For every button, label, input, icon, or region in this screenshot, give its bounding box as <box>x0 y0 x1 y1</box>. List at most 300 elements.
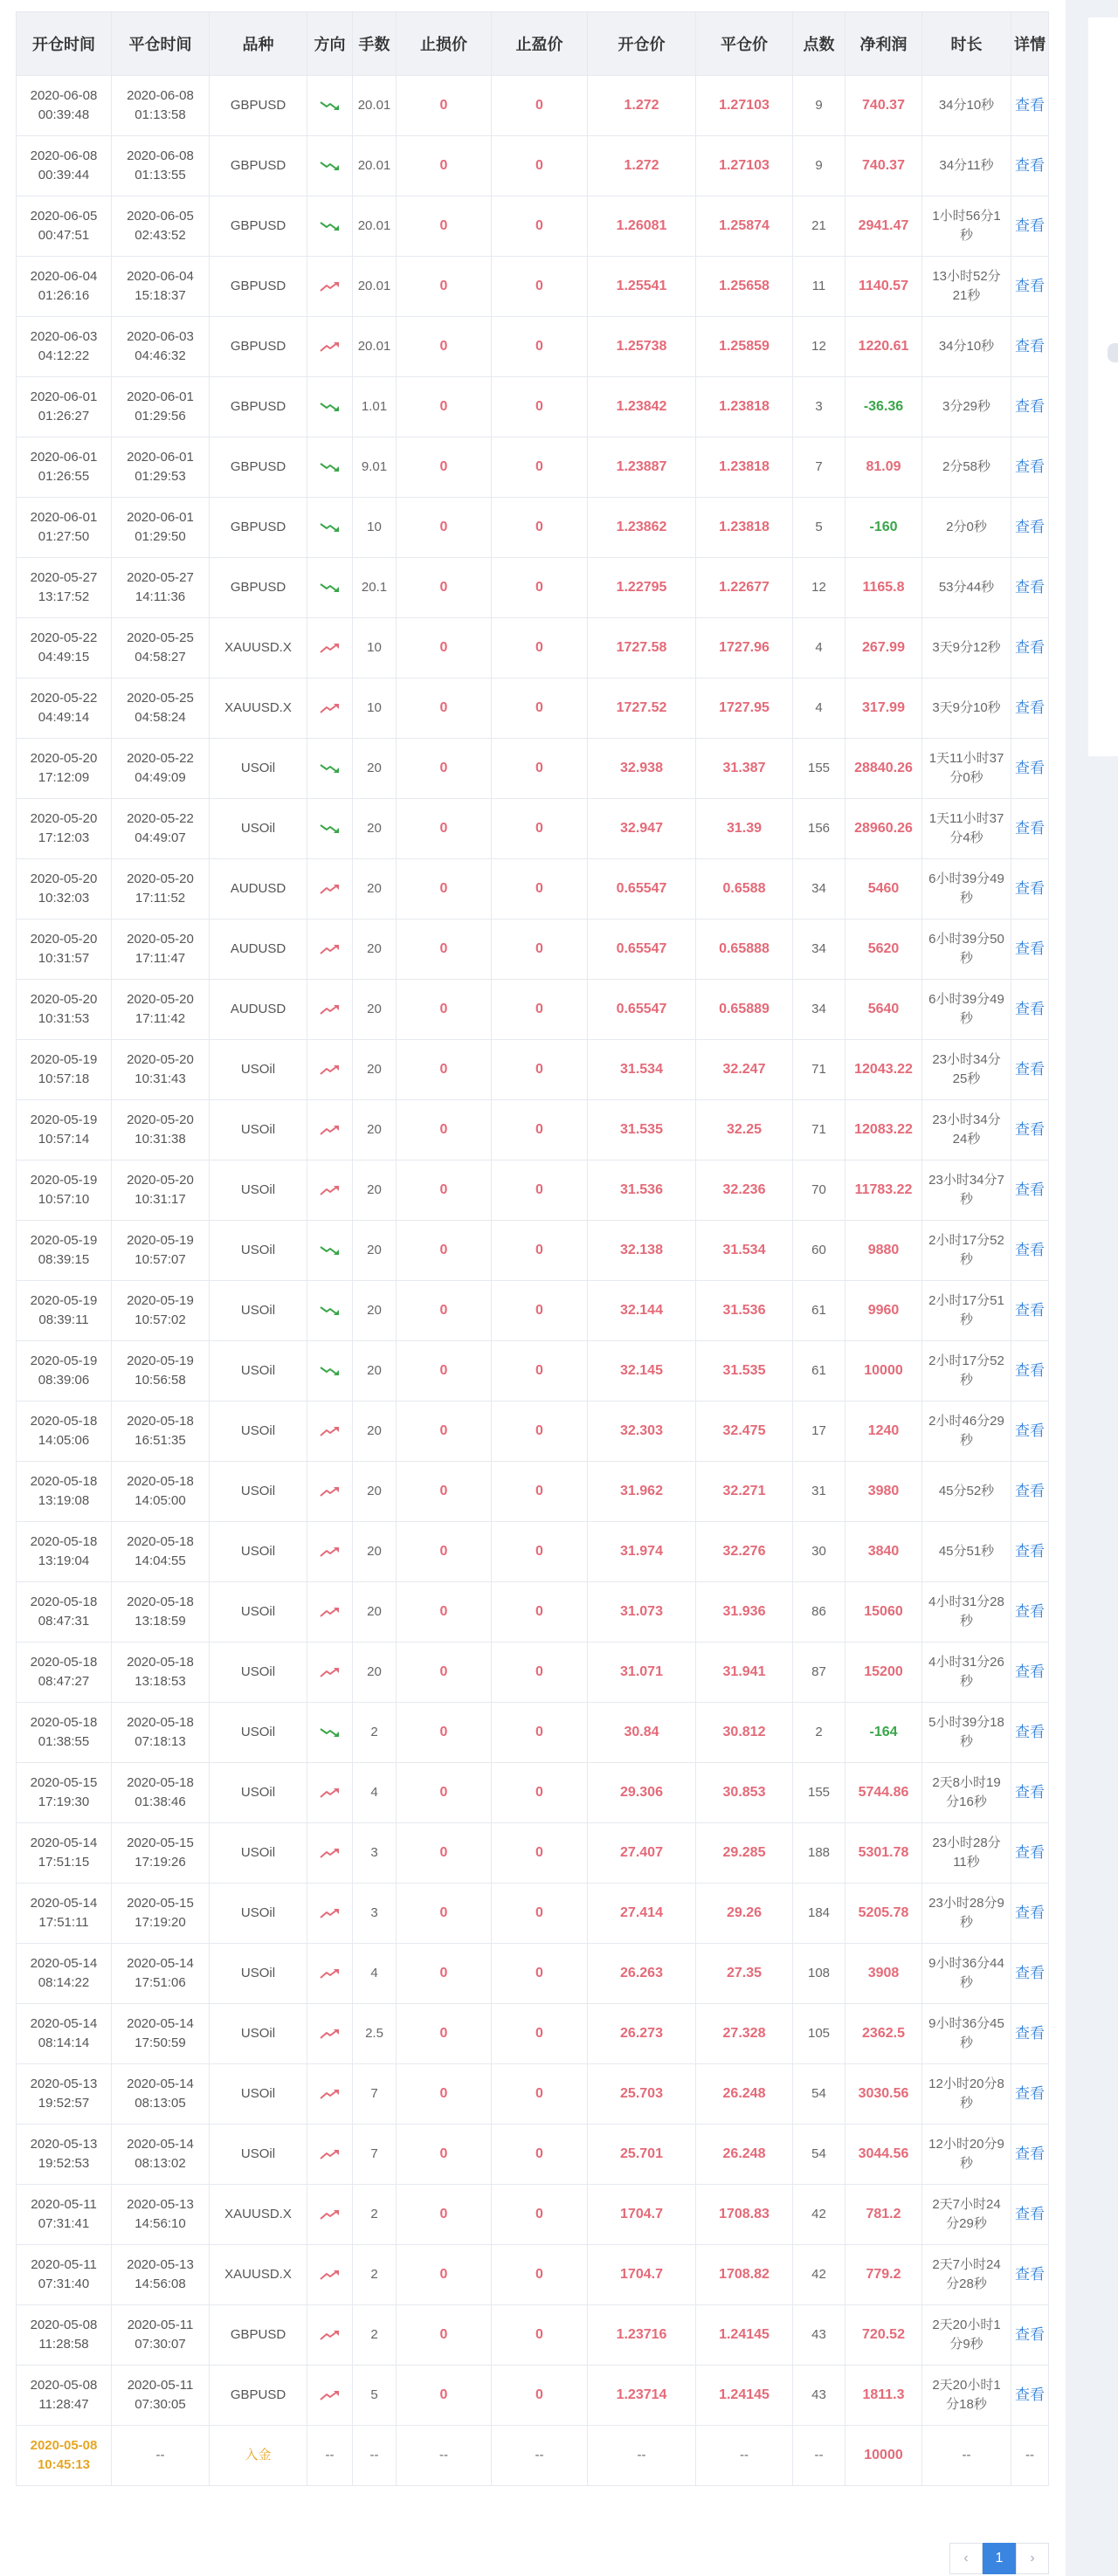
direction-cell <box>307 257 353 317</box>
table-row <box>17 678 1049 739</box>
open-time-cell <box>17 739 112 799</box>
direction-cell <box>307 136 353 196</box>
points-cell: 54 <box>793 2064 845 2125</box>
view-details-link[interactable]: 查看 <box>1011 2366 1049 2426</box>
open-price-cell: 0.65547 <box>588 859 696 920</box>
close-time-cell-date: 2020-06-08 <box>127 88 194 103</box>
net-profit-cell: 10000 <box>845 1341 922 1402</box>
open-time-cell-clock: 17:51:15 <box>38 1855 90 1870</box>
points-cell: 184 <box>793 1884 845 1944</box>
open-time-cell-date: 2020-06-01 <box>30 450 98 465</box>
trend-down-icon <box>319 822 342 836</box>
page-button-1[interactable]: 1 <box>983 2543 1016 2574</box>
chevron-right-icon: › <box>1030 2551 1035 2566</box>
duration-cell: 12小时20分8秒 <box>922 2064 1011 2125</box>
close-price-cell: 31.936 <box>696 1582 793 1643</box>
direction-cell <box>307 1884 353 1944</box>
symbol-cell: USOil <box>210 1100 307 1161</box>
stop-loss-cell: 0 <box>397 799 492 859</box>
points-cell: 34 <box>793 920 845 980</box>
open-time-cell-clock: 10:31:57 <box>38 951 90 966</box>
lots-cell: 3 <box>353 1884 397 1944</box>
table-row <box>17 1703 1049 1763</box>
stop-loss-cell: 0 <box>397 1100 492 1161</box>
direction-cell <box>307 1944 353 2004</box>
duration-cell: 53分44秒 <box>922 558 1011 618</box>
view-details-link[interactable]: 查看 <box>1011 678 1049 739</box>
trend-up-icon <box>319 1665 342 1679</box>
points-cell: 155 <box>793 739 845 799</box>
open-time-cell-clock: 11:28:47 <box>38 2397 89 2412</box>
open-price-cell: 1.22795 <box>588 558 696 618</box>
open-time-cell-clock: 10:31:53 <box>38 1011 90 1026</box>
duration-cell: 3分29秒 <box>922 377 1011 437</box>
close-price-cell: 1.27103 <box>696 76 793 136</box>
open-time-cell <box>17 2245 112 2305</box>
points-cell: 61 <box>793 1281 845 1341</box>
trend-up-icon <box>319 2208 342 2221</box>
open-time-cell-date: 2020-06-08 <box>30 148 98 163</box>
points-cell: 9 <box>793 76 845 136</box>
open-time-cell-clock: 17:12:03 <box>38 830 90 845</box>
open-time-cell-date: 2020-05-19 <box>30 1293 98 1308</box>
close-time-cell-date: 2020-05-18 <box>127 1775 194 1790</box>
close-time-cell-date: 2020-05-20 <box>127 992 194 1007</box>
stop-loss-cell: 0 <box>397 1884 492 1944</box>
take-profit-cell: 0 <box>492 2064 588 2125</box>
view-details-link[interactable]: 查看 <box>1011 859 1049 920</box>
side-handle[interactable] <box>1108 343 1118 362</box>
symbol-cell: GBPUSD <box>210 317 307 377</box>
trend-down-icon <box>319 1243 342 1257</box>
open-price-cell: 0.65547 <box>588 920 696 980</box>
direction-cell <box>307 76 353 136</box>
lots-cell: 20 <box>353 739 397 799</box>
trend-up-icon <box>319 1123 342 1137</box>
table-row <box>17 2064 1049 2125</box>
open-time-cell-date: 2020-05-19 <box>30 1112 98 1127</box>
next-page-button[interactable] <box>1016 2543 1049 2574</box>
view-details-link[interactable]: 查看 <box>1011 1703 1049 1763</box>
net-profit-cell: 12083.22 <box>845 1100 922 1161</box>
header-points: 点数 <box>793 12 845 76</box>
close-time-cell-date: 2020-06-08 <box>127 148 194 163</box>
open-time-cell-date: 2020-06-03 <box>30 329 98 344</box>
close-time-cell-date: 2020-05-25 <box>127 630 194 645</box>
net-profit-cell: 720.52 <box>845 2305 922 2366</box>
view-details-link[interactable]: 查看 <box>1011 618 1049 678</box>
close-time-cell-clock: 02:43:52 <box>135 228 186 243</box>
close-time-cell <box>112 437 210 498</box>
table-row <box>17 1522 1049 1582</box>
duration-cell: 34分10秒 <box>922 317 1011 377</box>
symbol-cell: USOil <box>210 2064 307 2125</box>
take-profit-cell: 0 <box>492 980 588 1040</box>
net-profit-cell: 11783.22 <box>845 1161 922 1221</box>
stop-loss-cell: 0 <box>397 739 492 799</box>
deposit-take-profit-cell: -- <box>492 2426 588 2486</box>
view-details-link[interactable]: 查看 <box>1011 558 1049 618</box>
view-details-link[interactable]: 查看 <box>1011 1462 1049 1522</box>
close-time-cell-date: 2020-05-18 <box>127 1534 194 1549</box>
deposit-direction-cell: -- <box>307 2426 353 2486</box>
view-details-link[interactable]: 查看 <box>1011 2064 1049 2125</box>
symbol-cell: USOil <box>210 1462 307 1522</box>
trend-up-icon <box>319 1424 342 1438</box>
open-time-cell-date: 2020-05-08 <box>30 2378 98 2393</box>
open-time-cell <box>17 1221 112 1281</box>
close-time-cell-date: 2020-05-11 <box>127 2378 194 2393</box>
close-time-cell-clock: 07:30:05 <box>135 2397 186 2412</box>
open-time-cell <box>17 1643 112 1703</box>
lots-cell: 7 <box>353 2125 397 2185</box>
open-price-cell: 1.25541 <box>588 257 696 317</box>
table-row <box>17 196 1049 257</box>
view-details-link[interactable]: 查看 <box>1011 1040 1049 1100</box>
open-time-cell <box>17 2125 112 2185</box>
lots-cell: 5 <box>353 2366 397 2426</box>
duration-cell: 23小时34分7秒 <box>922 1161 1011 1221</box>
open-time-cell <box>17 859 112 920</box>
view-details-link[interactable]: 查看 <box>1011 739 1049 799</box>
open-time-cell-clock: 10:57:14 <box>38 1132 90 1147</box>
net-profit-cell: -164 <box>845 1703 922 1763</box>
table-row <box>17 1884 1049 1944</box>
deposit-amount-cell: 10000 <box>845 2426 922 2486</box>
view-details-link[interactable]: 查看 <box>1011 799 1049 859</box>
stop-loss-cell: 0 <box>397 136 492 196</box>
view-details-link[interactable]: 查看 <box>1011 920 1049 980</box>
close-price-cell: 26.248 <box>696 2064 793 2125</box>
symbol-cell: USOil <box>210 1582 307 1643</box>
close-price-cell: 1.25658 <box>696 257 793 317</box>
trend-up-icon <box>319 1484 342 1498</box>
close-time-cell-clock: 17:19:20 <box>135 1915 186 1930</box>
open-time-cell <box>17 1100 112 1161</box>
close-time-cell <box>112 2064 210 2125</box>
stop-loss-cell: 0 <box>397 1161 492 1221</box>
close-time-cell-date: 2020-05-14 <box>127 2137 194 2152</box>
view-details-link[interactable]: 查看 <box>1011 1100 1049 1161</box>
view-details-link[interactable]: 查看 <box>1011 498 1049 558</box>
take-profit-cell: 0 <box>492 2185 588 2245</box>
stop-loss-cell: 0 <box>397 257 492 317</box>
open-time-cell-date: 2020-05-18 <box>30 1595 98 1609</box>
trend-down-icon <box>319 159 342 173</box>
view-details-link[interactable]: 查看 <box>1011 980 1049 1040</box>
view-details-link[interactable]: 查看 <box>1011 1944 1049 2004</box>
open-time-cell <box>17 1944 112 2004</box>
view-details-link[interactable]: 查看 <box>1011 1341 1049 1402</box>
view-details-link[interactable]: 查看 <box>1011 1643 1049 1703</box>
symbol-cell: USOil <box>210 2004 307 2064</box>
close-time-cell-date: 2020-05-19 <box>127 1353 194 1368</box>
close-price-cell: 31.39 <box>696 799 793 859</box>
trend-up-icon <box>319 2328 342 2342</box>
open-price-cell: 27.414 <box>588 1884 696 1944</box>
points-cell: 43 <box>793 2366 845 2426</box>
direction-cell <box>307 1703 353 1763</box>
net-profit-cell: 15200 <box>845 1643 922 1703</box>
view-details-link[interactable]: 查看 <box>1011 1884 1049 1944</box>
close-time-cell-clock: 10:57:07 <box>135 1252 186 1267</box>
stop-loss-cell: 0 <box>397 980 492 1040</box>
symbol-cell: AUDUSD <box>210 859 307 920</box>
trend-up-icon <box>319 2147 342 2161</box>
open-time-cell <box>17 498 112 558</box>
table-row <box>17 1341 1049 1402</box>
net-profit-cell: 1140.57 <box>845 257 922 317</box>
open-time-cell <box>17 377 112 437</box>
close-time-cell-clock: 08:13:05 <box>135 2096 186 2111</box>
net-profit-cell: 3840 <box>845 1522 922 1582</box>
close-time-cell-date: 2020-05-15 <box>127 1836 194 1850</box>
points-cell: 105 <box>793 2004 845 2064</box>
view-details-link[interactable]: 查看 <box>1011 2125 1049 2185</box>
view-details-link[interactable]: 查看 <box>1011 317 1049 377</box>
close-price-cell: 1.22677 <box>696 558 793 618</box>
trade-history-table <box>16 11 1049 2486</box>
take-profit-cell: 0 <box>492 498 588 558</box>
duration-cell: 2小时17分51秒 <box>922 1281 1011 1341</box>
close-time-cell-date: 2020-05-20 <box>127 1173 194 1188</box>
net-profit-cell: 15060 <box>845 1582 922 1643</box>
net-profit-cell: 3908 <box>845 1944 922 2004</box>
close-time-cell-clock: 04:49:07 <box>135 830 186 845</box>
table-row <box>17 2125 1049 2185</box>
close-time-cell-date: 2020-05-14 <box>127 2077 194 2091</box>
table-row <box>17 2185 1049 2245</box>
stop-loss-cell: 0 <box>397 498 492 558</box>
open-time-cell <box>17 1884 112 1944</box>
open-time-cell-clock: 13:19:04 <box>38 1553 90 1568</box>
take-profit-cell: 0 <box>492 1703 588 1763</box>
view-details-link[interactable]: 查看 <box>1011 377 1049 437</box>
trend-up-icon <box>319 2388 342 2402</box>
table-row <box>17 1040 1049 1100</box>
open-price-cell: 30.84 <box>588 1703 696 1763</box>
stop-loss-cell: 0 <box>397 2125 492 2185</box>
close-time-cell <box>112 2366 210 2426</box>
close-price-cell: 1.25874 <box>696 196 793 257</box>
close-time-cell <box>112 2245 210 2305</box>
duration-cell: 23小时34分25秒 <box>922 1040 1011 1100</box>
open-time-cell-date: 2020-05-08 <box>30 2318 98 2332</box>
duration-cell: 6小时39分49秒 <box>922 980 1011 1040</box>
lots-cell: 20 <box>353 1643 397 1703</box>
close-price-cell: 27.328 <box>696 2004 793 2064</box>
close-time-cell <box>112 739 210 799</box>
open-time-cell <box>17 2185 112 2245</box>
trend-up-icon <box>319 1966 342 1980</box>
open-time-cell-date: 2020-05-11 <box>31 2197 97 2212</box>
open-time-cell <box>17 1040 112 1100</box>
close-time-cell <box>112 196 210 257</box>
lots-cell: 20 <box>353 1040 397 1100</box>
net-profit-cell: 28960.26 <box>845 799 922 859</box>
open-time-cell <box>17 618 112 678</box>
header-net-profit: 净利润 <box>845 12 922 76</box>
direction-cell <box>307 317 353 377</box>
duration-cell: 2分0秒 <box>922 498 1011 558</box>
open-time-cell <box>17 1823 112 1884</box>
close-price-cell: 30.812 <box>696 1703 793 1763</box>
trend-down-icon <box>319 520 342 534</box>
trend-up-icon <box>319 1183 342 1197</box>
table-row <box>17 2305 1049 2366</box>
view-details-link[interactable]: 查看 <box>1011 1823 1049 1884</box>
take-profit-cell: 0 <box>492 2125 588 2185</box>
table-row <box>17 618 1049 678</box>
open-time-cell <box>17 1402 112 1462</box>
view-details-link[interactable]: 查看 <box>1011 2185 1049 2245</box>
take-profit-cell: 0 <box>492 1100 588 1161</box>
view-details-link[interactable]: 查看 <box>1011 1522 1049 1582</box>
header-symbol: 品种 <box>210 12 307 76</box>
close-price-cell: 32.236 <box>696 1161 793 1221</box>
direction-cell <box>307 920 353 980</box>
lots-cell: 1.01 <box>353 377 397 437</box>
header-lots: 手数 <box>353 12 397 76</box>
close-time-cell-date: 2020-05-15 <box>127 1896 194 1911</box>
net-profit-cell: 779.2 <box>845 2245 922 2305</box>
trend-down-icon <box>319 400 342 414</box>
net-profit-cell: 1220.61 <box>845 317 922 377</box>
points-cell: 9 <box>793 136 845 196</box>
open-time-cell-clock: 00:39:44 <box>38 168 90 183</box>
open-time-cell <box>17 76 112 136</box>
lots-cell: 20 <box>353 1522 397 1582</box>
duration-cell: 2小时46分29秒 <box>922 1402 1011 1462</box>
net-profit-cell: 5460 <box>845 859 922 920</box>
view-details-link[interactable]: 查看 <box>1011 2305 1049 2366</box>
symbol-cell: USOil <box>210 739 307 799</box>
table-row <box>17 1161 1049 1221</box>
prev-page-button[interactable] <box>949 2543 983 2574</box>
trend-up-icon <box>319 279 342 293</box>
close-time-cell-clock: 17:11:52 <box>135 891 186 906</box>
symbol-cell: USOil <box>210 1763 307 1823</box>
open-time-cell <box>17 317 112 377</box>
header-stop-loss: 止损价 <box>397 12 492 76</box>
open-time-cell <box>17 1703 112 1763</box>
direction-cell <box>307 377 353 437</box>
net-profit-cell: 1165.8 <box>845 558 922 618</box>
close-time-cell-clock: 17:51:06 <box>135 1975 186 1990</box>
open-time-cell-clock: 11:28:58 <box>38 2337 89 2352</box>
table-row <box>17 2245 1049 2305</box>
take-profit-cell: 0 <box>492 1522 588 1582</box>
deposit-open-price-cell: -- <box>588 2426 696 2486</box>
close-time-cell-clock: 14:05:00 <box>135 1493 186 1508</box>
close-price-cell: 32.271 <box>696 1462 793 1522</box>
open-price-cell: 1.23714 <box>588 2366 696 2426</box>
view-details-link[interactable]: 查看 <box>1011 76 1049 136</box>
net-profit-cell: 740.37 <box>845 76 922 136</box>
open-time-cell-clock: 17:12:09 <box>38 770 90 785</box>
close-time-cell <box>112 317 210 377</box>
close-price-cell: 32.475 <box>696 1402 793 1462</box>
open-price-cell: 1.23862 <box>588 498 696 558</box>
open-price-cell: 31.534 <box>588 1040 696 1100</box>
stop-loss-cell: 0 <box>397 196 492 257</box>
close-time-cell-date: 2020-06-03 <box>127 329 194 344</box>
table-row <box>17 1462 1049 1522</box>
view-details-link[interactable]: 查看 <box>1011 1763 1049 1823</box>
direction-cell <box>307 1161 353 1221</box>
close-time-cell <box>112 1522 210 1582</box>
points-cell: 4 <box>793 678 845 739</box>
view-details-link[interactable]: 查看 <box>1011 196 1049 257</box>
stop-loss-cell: 0 <box>397 2004 492 2064</box>
points-cell: 42 <box>793 2185 845 2245</box>
close-time-cell-clock: 16:51:35 <box>135 1433 186 1448</box>
close-time-cell <box>112 1221 210 1281</box>
open-time-cell-clock: 00:47:51 <box>38 228 90 243</box>
close-time-cell-date: 2020-05-11 <box>127 2318 194 2332</box>
view-details-link[interactable]: 查看 <box>1011 1582 1049 1643</box>
open-price-cell: 1727.52 <box>588 678 696 739</box>
view-details-link[interactable]: 查看 <box>1011 437 1049 498</box>
open-time-cell-date: 2020-05-20 <box>30 992 98 1007</box>
view-details-link[interactable]: 查看 <box>1011 1161 1049 1221</box>
points-cell: 87 <box>793 1643 845 1703</box>
view-details-link[interactable]: 查看 <box>1011 2245 1049 2305</box>
table-row <box>17 1221 1049 1281</box>
open-time-cell <box>17 2064 112 2125</box>
deposit-row <box>17 2426 1049 2486</box>
view-details-link[interactable]: 查看 <box>1011 1402 1049 1462</box>
open-time-cell-clock: 01:26:16 <box>38 288 90 303</box>
open-time-cell-date: 2020-05-13 <box>30 2137 98 2152</box>
close-price-cell: 31.534 <box>696 1221 793 1281</box>
stop-loss-cell: 0 <box>397 1643 492 1703</box>
view-details-link[interactable]: 查看 <box>1011 2004 1049 2064</box>
open-time-cell-clock: 13:17:52 <box>38 589 90 604</box>
table-header-row <box>17 12 1049 76</box>
net-profit-cell: 1240 <box>845 1402 922 1462</box>
symbol-cell: USOil <box>210 1643 307 1703</box>
view-details-link[interactable]: 查看 <box>1011 1221 1049 1281</box>
close-time-cell-clock: 14:56:10 <box>135 2216 186 2231</box>
close-time-cell-clock: 10:57:02 <box>135 1312 186 1327</box>
open-time-cell-clock: 08:14:14 <box>38 2035 90 2050</box>
view-details-link[interactable]: 查看 <box>1011 257 1049 317</box>
table-row <box>17 437 1049 498</box>
take-profit-cell: 0 <box>492 799 588 859</box>
close-price-cell: 0.6588 <box>696 859 793 920</box>
view-details-link[interactable]: 查看 <box>1011 1281 1049 1341</box>
take-profit-cell: 0 <box>492 136 588 196</box>
duration-cell: 9小时36分44秒 <box>922 1944 1011 2004</box>
open-price-cell: 26.273 <box>588 2004 696 2064</box>
header-open-price: 开仓价 <box>588 12 696 76</box>
lots-cell: 9.01 <box>353 437 397 498</box>
take-profit-cell: 0 <box>492 2245 588 2305</box>
duration-cell: 2天7小时24分29秒 <box>922 2185 1011 2245</box>
symbol-cell: USOil <box>210 1281 307 1341</box>
deposit-close-price-cell: -- <box>696 2426 793 2486</box>
close-time-cell <box>112 980 210 1040</box>
net-profit-cell: 9880 <box>845 1221 922 1281</box>
view-details-link[interactable]: 查看 <box>1011 136 1049 196</box>
take-profit-cell: 0 <box>492 1823 588 1884</box>
direction-cell <box>307 437 353 498</box>
open-time-cell-date: 2020-05-14 <box>30 1896 98 1911</box>
points-cell: 156 <box>793 799 845 859</box>
symbol-cell: GBPUSD <box>210 196 307 257</box>
trend-up-icon <box>319 882 342 896</box>
